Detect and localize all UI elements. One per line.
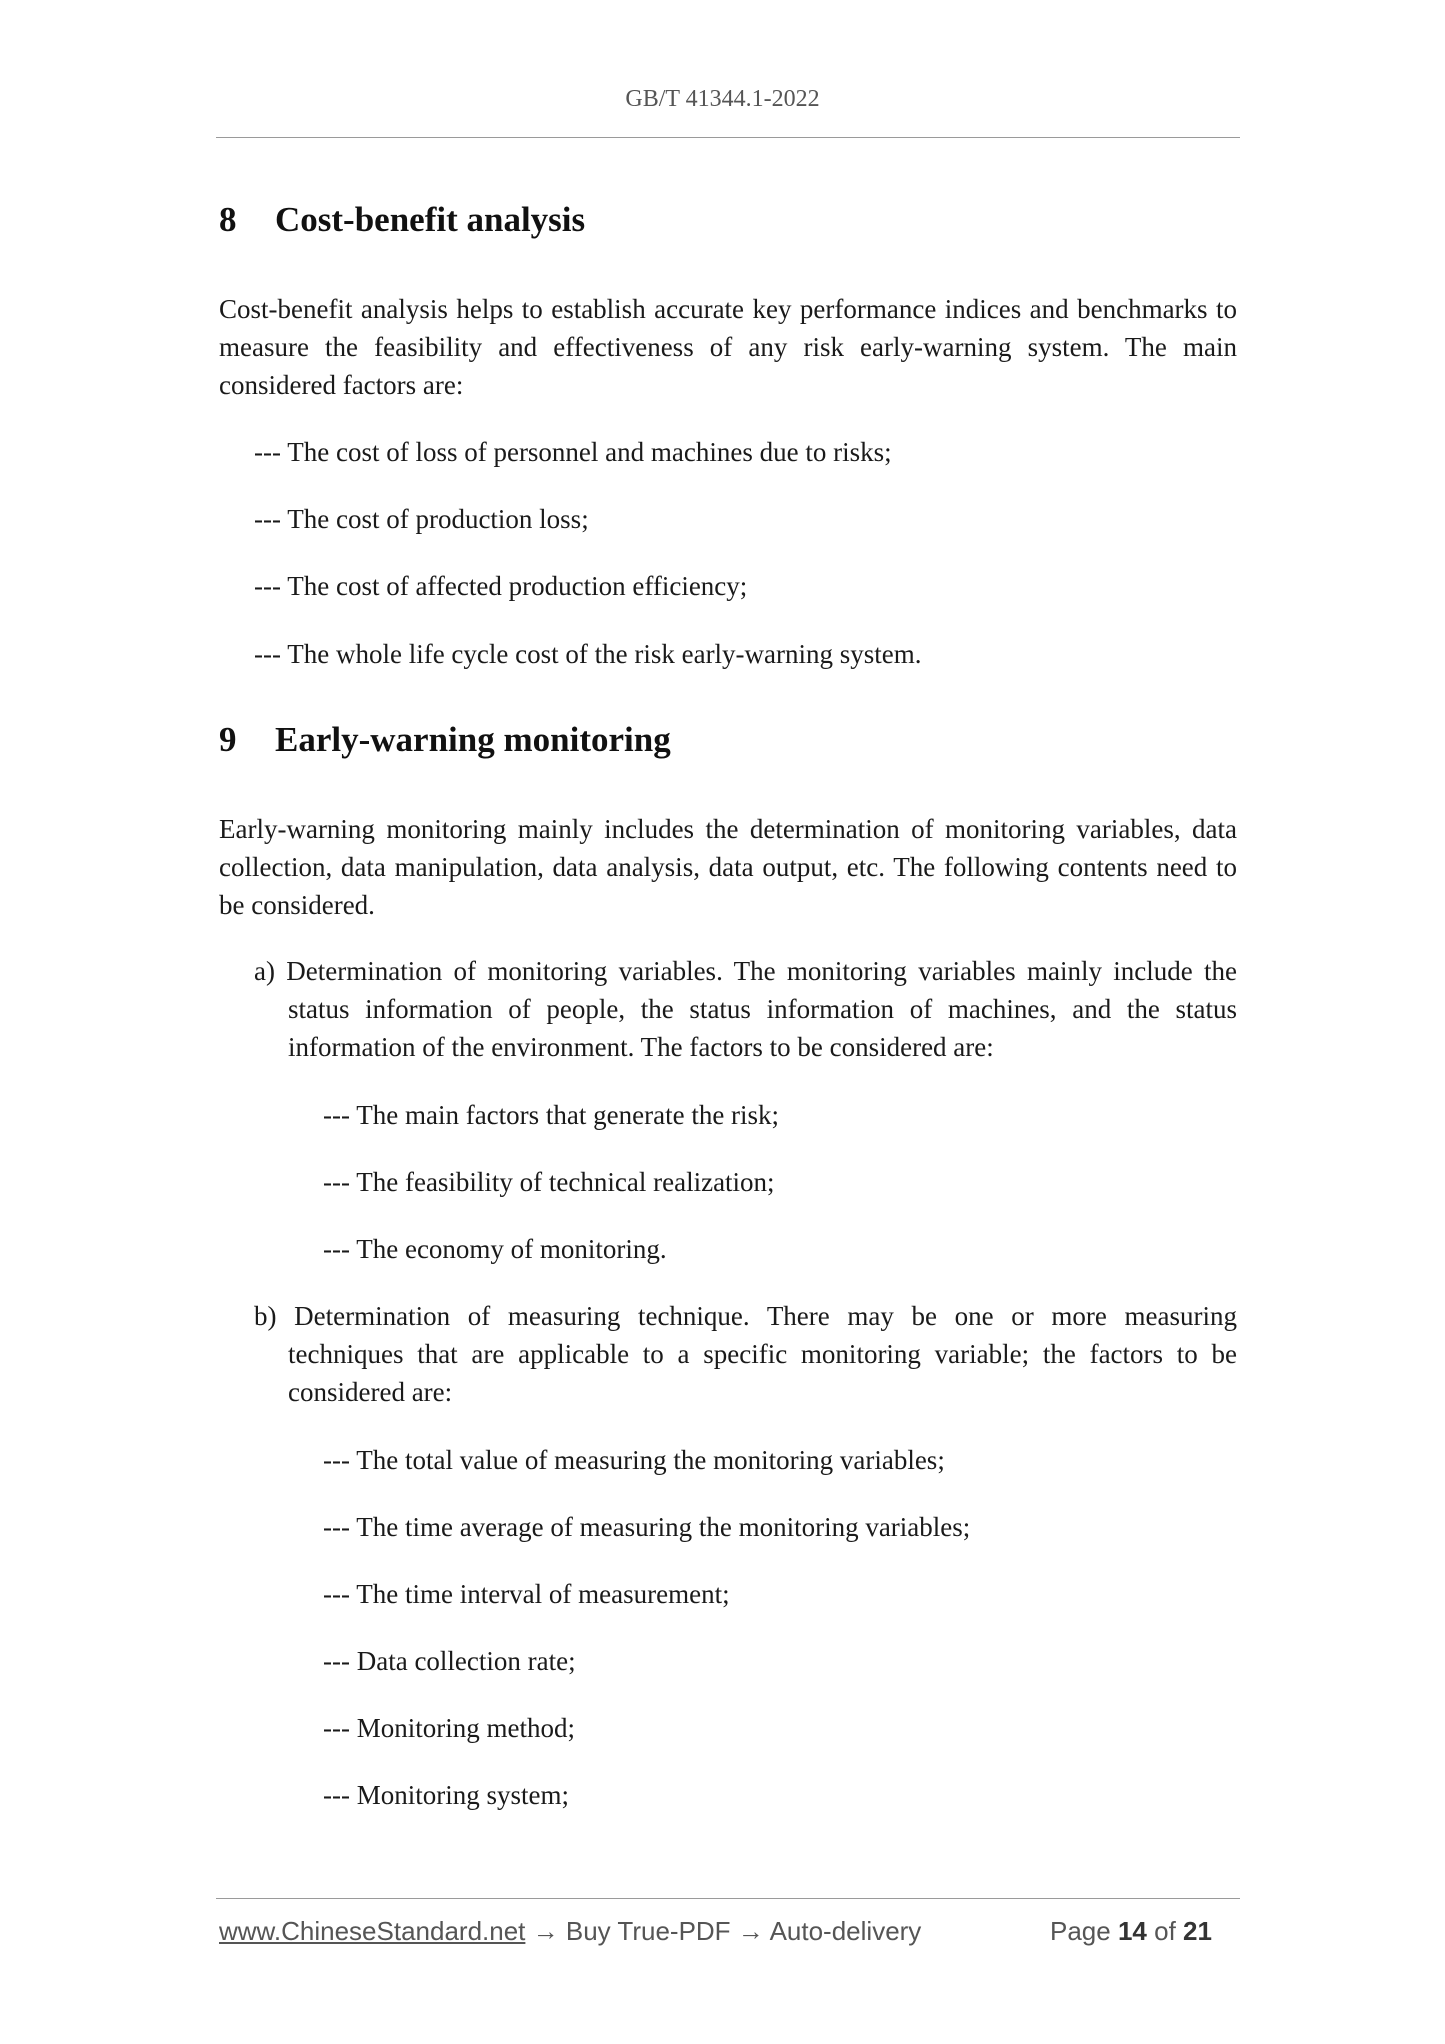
list-item: --- The time interval of measurement; xyxy=(323,1579,730,1609)
list-item-b: b) Determination of measuring technique. There may be one or more measuring techniques that are applicable to a specific monitoring variable; the factors to be considered are: xyxy=(254,1301,1237,1407)
chinesestandard-link[interactable]: www.ChineseStandard.net xyxy=(219,1916,526,1946)
list-item: --- The economy of monitoring. xyxy=(323,1234,667,1264)
section-8-intro: Cost-benefit analysis helps to establish accurate key performance indices and benchmarks to measure the feasibility and effectiveness of any risk early-warning system. The main considered factors are: xyxy=(219,294,1237,400)
section-9-number: 9 xyxy=(219,720,237,759)
footer-tagline: → Buy True-PDF → Auto-delivery xyxy=(525,1916,922,1946)
list-item-a: a) Determination of monitoring variables. The monitoring variables mainly include the status information of people, the status information of machines, and the status information of the environment. The factors to be considered are: xyxy=(254,956,1237,1062)
list-item: --- The main factors that generate the risk; xyxy=(323,1100,780,1130)
section-8-title: Cost-benefit analysis xyxy=(275,200,586,239)
section-9-intro: Early-warning monitoring mainly includes the determination of monitoring variables, data collection, data manipulation, data analysis, data output, etc. The following contents need to be considered. xyxy=(219,814,1237,920)
of-label: of xyxy=(1154,1916,1176,1946)
list-item: --- The total value of measuring the monitoring variables; xyxy=(323,1445,945,1475)
section-9-heading xyxy=(219,720,671,760)
list-item: --- The cost of affected production efficiency; xyxy=(254,571,748,601)
document-id-header: GB/T 41344.1-2022 xyxy=(625,86,820,112)
section-9-title: Early-warning monitoring xyxy=(275,720,671,759)
list-item: --- The cost of loss of personnel and machines due to risks; xyxy=(254,437,892,467)
page-label: Page xyxy=(1050,1916,1111,1946)
total-pages: 21 xyxy=(1183,1916,1212,1946)
section-8-heading xyxy=(219,200,585,240)
header-rule xyxy=(216,137,1240,138)
page-number: 14 xyxy=(1117,1916,1147,1946)
list-item: --- The cost of production loss; xyxy=(254,504,589,534)
list-item: --- Data collection rate; xyxy=(323,1646,576,1676)
footer-rule xyxy=(216,1898,1240,1899)
list-item: --- The time average of measuring the monitoring variables; xyxy=(323,1512,971,1542)
list-item: --- The whole life cycle cost of the risk early-warning system. xyxy=(254,639,922,669)
list-item: --- Monitoring method; xyxy=(323,1713,575,1743)
footer-promo xyxy=(219,1916,921,1947)
list-item: --- The feasibility of technical realization; xyxy=(323,1167,775,1197)
page-indicator xyxy=(1050,1916,1212,1947)
section-8-number: 8 xyxy=(219,200,237,239)
list-item: --- Monitoring system; xyxy=(323,1780,569,1810)
